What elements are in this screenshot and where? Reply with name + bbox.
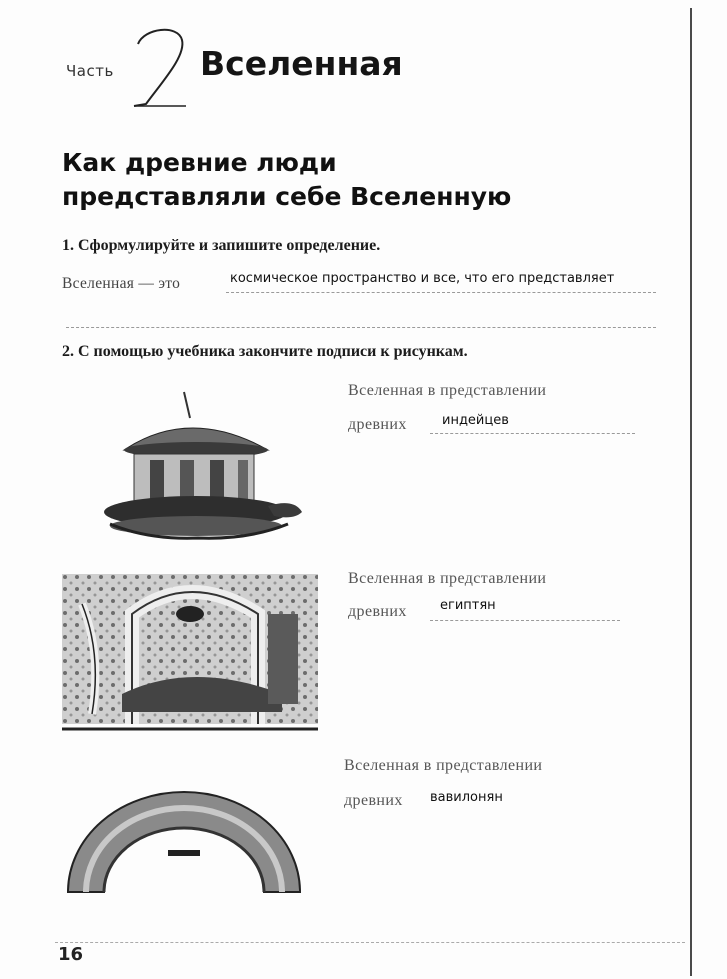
bottom-rule [55, 942, 685, 943]
task1-label: Вселенная — это [62, 275, 181, 292]
page-number: 16 [58, 944, 84, 965]
section-title [62, 146, 582, 214]
figure1-answer-field[interactable]: индейцев [442, 413, 509, 428]
babylonian-dome-illustration [64, 786, 304, 896]
section-title-line2: представляли себе Вселенную [62, 182, 512, 211]
task1-extra-line [66, 327, 656, 328]
page-margin-line [690, 8, 692, 976]
figure3-prefix: древних [344, 792, 403, 809]
section-title-line1: Как древние люди [62, 148, 337, 177]
figure1-caption: Вселенная в представлении [348, 382, 547, 399]
part-number-text: 2 [161, 74, 166, 85]
part-label: Часть [66, 62, 114, 80]
figure2-answer-line [430, 620, 620, 621]
figure1-prefix: древних [348, 416, 407, 433]
figure2-prefix: древних [348, 603, 407, 620]
task2-prompt: 2. С помощью учебника закончите подписи к рисункам. [62, 343, 468, 360]
task1-answer-line [226, 292, 656, 293]
egyptian-universe-illustration [62, 574, 318, 732]
figure3-answer-field[interactable]: вавилонян [430, 790, 503, 805]
figure3-caption: Вселенная в представлении [344, 757, 543, 774]
turtle-universe-illustration [98, 388, 306, 546]
part-number-glyph [126, 22, 196, 114]
chapter-title: Вселенная [200, 44, 403, 83]
figure1-answer-line [430, 433, 635, 434]
task1-answer-field[interactable]: космическое пространство и все, что его представляет [230, 271, 615, 286]
figure2-caption: Вселенная в представлении [348, 570, 547, 587]
figure2-answer-field[interactable]: египтян [440, 598, 496, 613]
task1-prompt: 1. Сформулируйте и запишите определение. [62, 237, 381, 254]
